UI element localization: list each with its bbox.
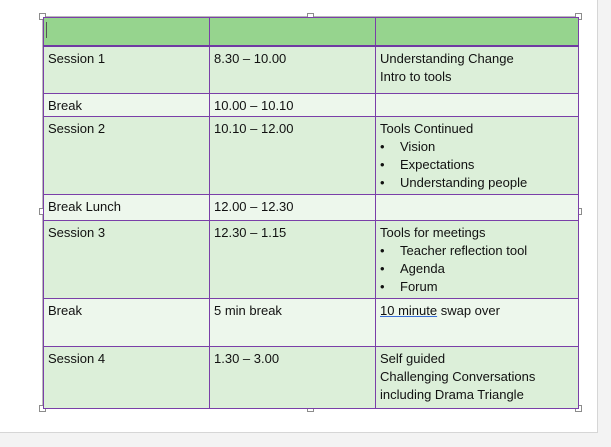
spellcheck-underlined-text[interactable]: 10 minute	[380, 303, 438, 318]
content-cell[interactable]	[376, 195, 579, 221]
content-cell[interactable]	[376, 117, 579, 195]
table-row	[44, 117, 579, 195]
bullet-item: • Teacher reflection tool	[380, 242, 574, 260]
table-row	[44, 94, 579, 117]
time-cell[interactable]: 5 min break	[210, 299, 376, 347]
content-line: Understanding Change	[380, 50, 514, 66]
schedule-table[interactable]	[43, 17, 579, 409]
content-line: including Drama Triangle	[380, 387, 524, 402]
content-text: swap over	[437, 303, 500, 318]
session-cell[interactable]: Break	[44, 299, 210, 347]
content-cell[interactable]	[376, 299, 579, 347]
bullet-item: • Agenda	[380, 260, 574, 278]
bullet-item: • Understanding people	[380, 174, 574, 192]
content-line: Tools for meetings	[380, 225, 486, 240]
content-line: Intro to tools	[380, 68, 452, 84]
table-row	[44, 195, 579, 221]
bullet-item: • Vision	[380, 138, 574, 156]
session-cell[interactable]: Session 1	[44, 46, 210, 94]
time-cell[interactable]: 1.30 – 3.00	[210, 347, 376, 409]
table-row	[44, 299, 579, 347]
text-cursor	[46, 22, 47, 38]
time-cell[interactable]: 10.00 – 10.10	[210, 94, 376, 117]
time-cell[interactable]: 12.30 – 1.15	[210, 221, 376, 299]
session-cell[interactable]: Session 2	[44, 117, 210, 195]
content-line: Self guided	[380, 351, 446, 366]
time-cell[interactable]: 12.00 – 12.30	[210, 195, 376, 221]
content-line: Challenging Conversations	[380, 369, 536, 384]
header-cell[interactable]	[210, 18, 376, 46]
content-cell[interactable]	[376, 221, 579, 299]
table-row	[44, 347, 579, 409]
session-cell[interactable]: Session 3	[44, 221, 210, 299]
bullet-item: • Expectations	[380, 156, 574, 174]
session-cell[interactable]: Session 4	[44, 347, 210, 409]
header-cell[interactable]	[376, 18, 579, 46]
time-cell[interactable]: 10.10 – 12.00	[210, 117, 376, 195]
content-cell[interactable]	[376, 46, 579, 94]
session-cell[interactable]: Break	[44, 94, 210, 117]
content-line: Tools Continued	[380, 121, 474, 136]
time-cell[interactable]: 8.30 – 10.00	[210, 46, 376, 94]
content-cell[interactable]	[376, 94, 579, 117]
table-row	[44, 221, 579, 299]
table-row	[44, 46, 579, 94]
content-cell[interactable]	[376, 347, 579, 409]
header-cell[interactable]	[44, 18, 210, 46]
session-cell[interactable]: Break Lunch	[44, 195, 210, 221]
bullet-item: • Forum	[380, 278, 574, 296]
table-header-row	[44, 18, 579, 46]
